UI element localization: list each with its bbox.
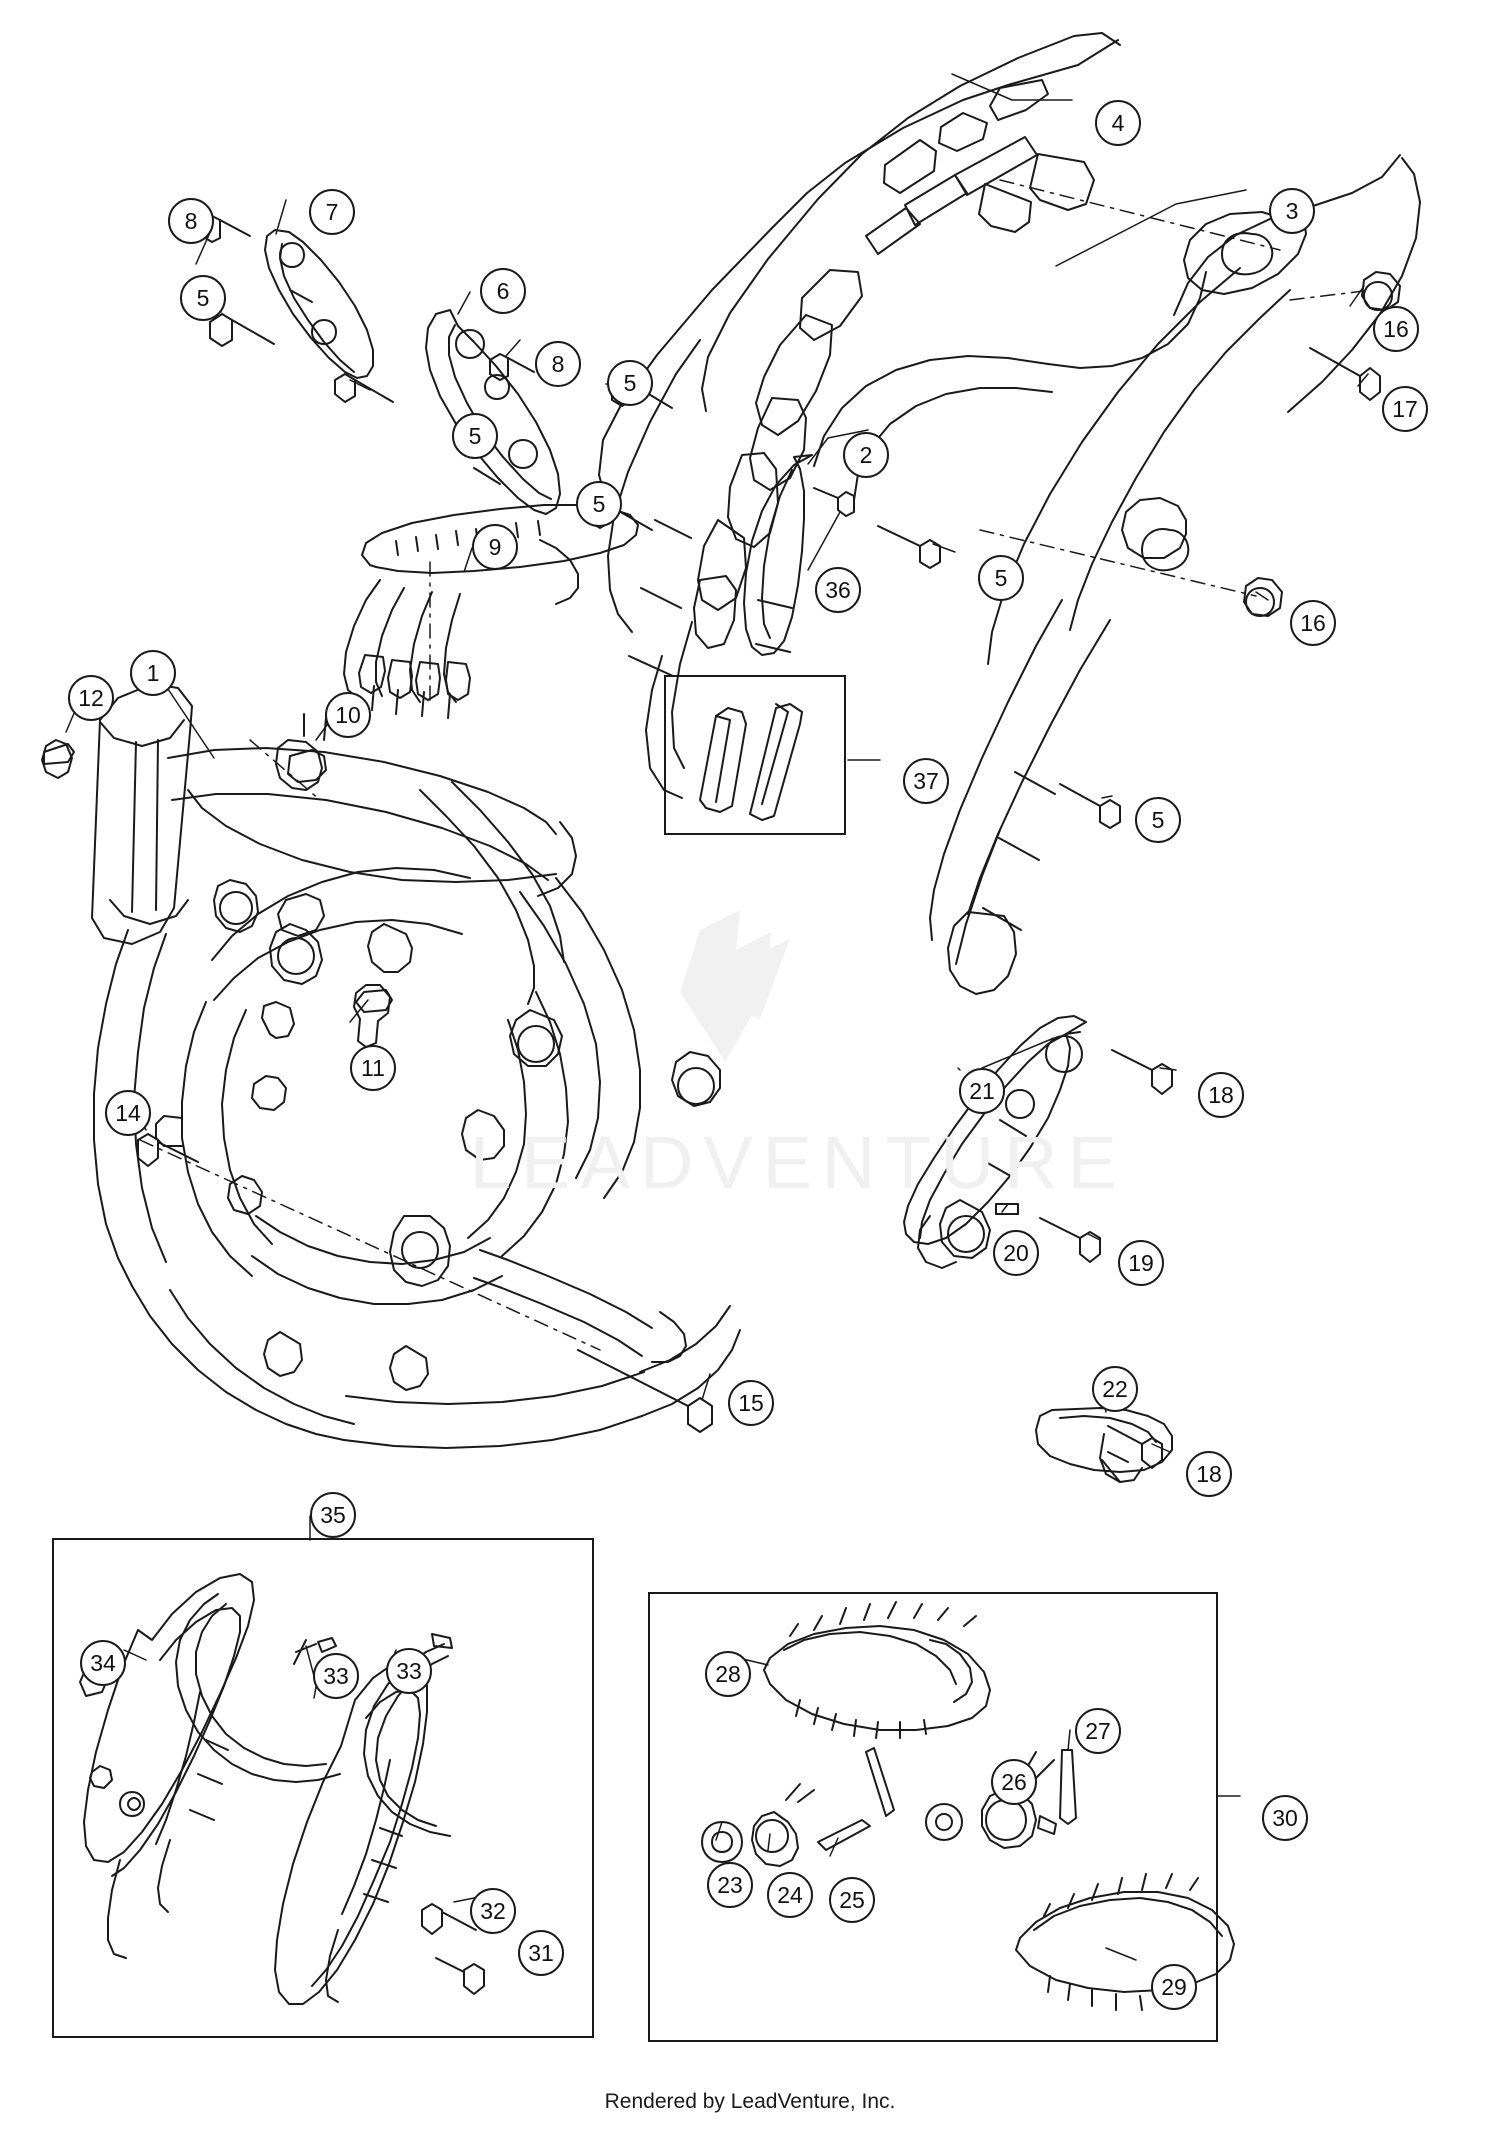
callout-25: 25 [829, 1877, 875, 1923]
callout-30: 30 [1262, 1795, 1308, 1841]
callout-8a: 8 [168, 198, 214, 244]
callout-26: 26 [991, 1759, 1037, 1805]
callout-35: 35 [310, 1492, 356, 1538]
callout-31: 31 [518, 1930, 564, 1976]
callout-3: 3 [1269, 188, 1315, 234]
callout-33b: 33 [386, 1648, 432, 1694]
callout-10: 10 [325, 692, 371, 738]
panel-37-box [664, 675, 846, 835]
part-6-bracket [426, 310, 560, 514]
callout-14: 14 [105, 1090, 151, 1136]
part-22-chain-guide [1036, 1408, 1172, 1482]
callout-34: 34 [80, 1640, 126, 1686]
part-7-bracket [265, 230, 373, 378]
callout-16a: 16 [1373, 306, 1419, 352]
callout-5d: 5 [576, 481, 622, 527]
callout-5a: 5 [180, 275, 226, 321]
watermark-logo [680, 910, 790, 1062]
callout-36: 36 [815, 567, 861, 613]
callout-22: 22 [1092, 1366, 1138, 1412]
callout-32: 32 [470, 1888, 516, 1934]
callout-9: 9 [472, 524, 518, 570]
callout-18a: 18 [1198, 1072, 1244, 1118]
callout-27: 27 [1075, 1708, 1121, 1754]
panel-35-box [52, 1538, 594, 2038]
callout-20: 20 [993, 1230, 1039, 1276]
callout-1: 1 [130, 650, 176, 696]
callout-23: 23 [707, 1862, 753, 1908]
callout-15: 15 [728, 1380, 774, 1426]
part-3-subframe-right [814, 155, 1420, 994]
callout-18b: 18 [1186, 1451, 1232, 1497]
callout-12: 12 [68, 675, 114, 721]
callout-17: 17 [1382, 386, 1428, 432]
callout-19: 19 [1118, 1240, 1164, 1286]
part-11-clip [354, 985, 392, 1047]
callout-5c: 5 [607, 360, 653, 406]
callout-37: 37 [903, 758, 949, 804]
callout-28: 28 [705, 1651, 751, 1697]
callout-33a: 33 [313, 1653, 359, 1699]
callout-24: 24 [767, 1872, 813, 1918]
footer-credit: Rendered by LeadVenture, Inc. [604, 2090, 896, 2113]
callout-16b: 16 [1290, 600, 1336, 646]
part-1-frame [92, 684, 740, 1448]
callout-29: 29 [1151, 1964, 1197, 2010]
callout-4: 4 [1095, 100, 1141, 146]
callout-2: 2 [843, 432, 889, 478]
callout-5f: 5 [1135, 797, 1181, 843]
watermark-text: LEADVENTURE [470, 1121, 1127, 1204]
callout-5b: 5 [452, 413, 498, 459]
part-10-bracket [276, 714, 326, 790]
callout-5e: 5 [978, 555, 1024, 601]
callout-11: 11 [350, 1045, 396, 1091]
fasteners [42, 216, 1400, 1468]
callout-6: 6 [480, 268, 526, 314]
callout-8b: 8 [535, 341, 581, 387]
callout-21: 21 [959, 1068, 1005, 1114]
callout-7: 7 [309, 189, 355, 235]
